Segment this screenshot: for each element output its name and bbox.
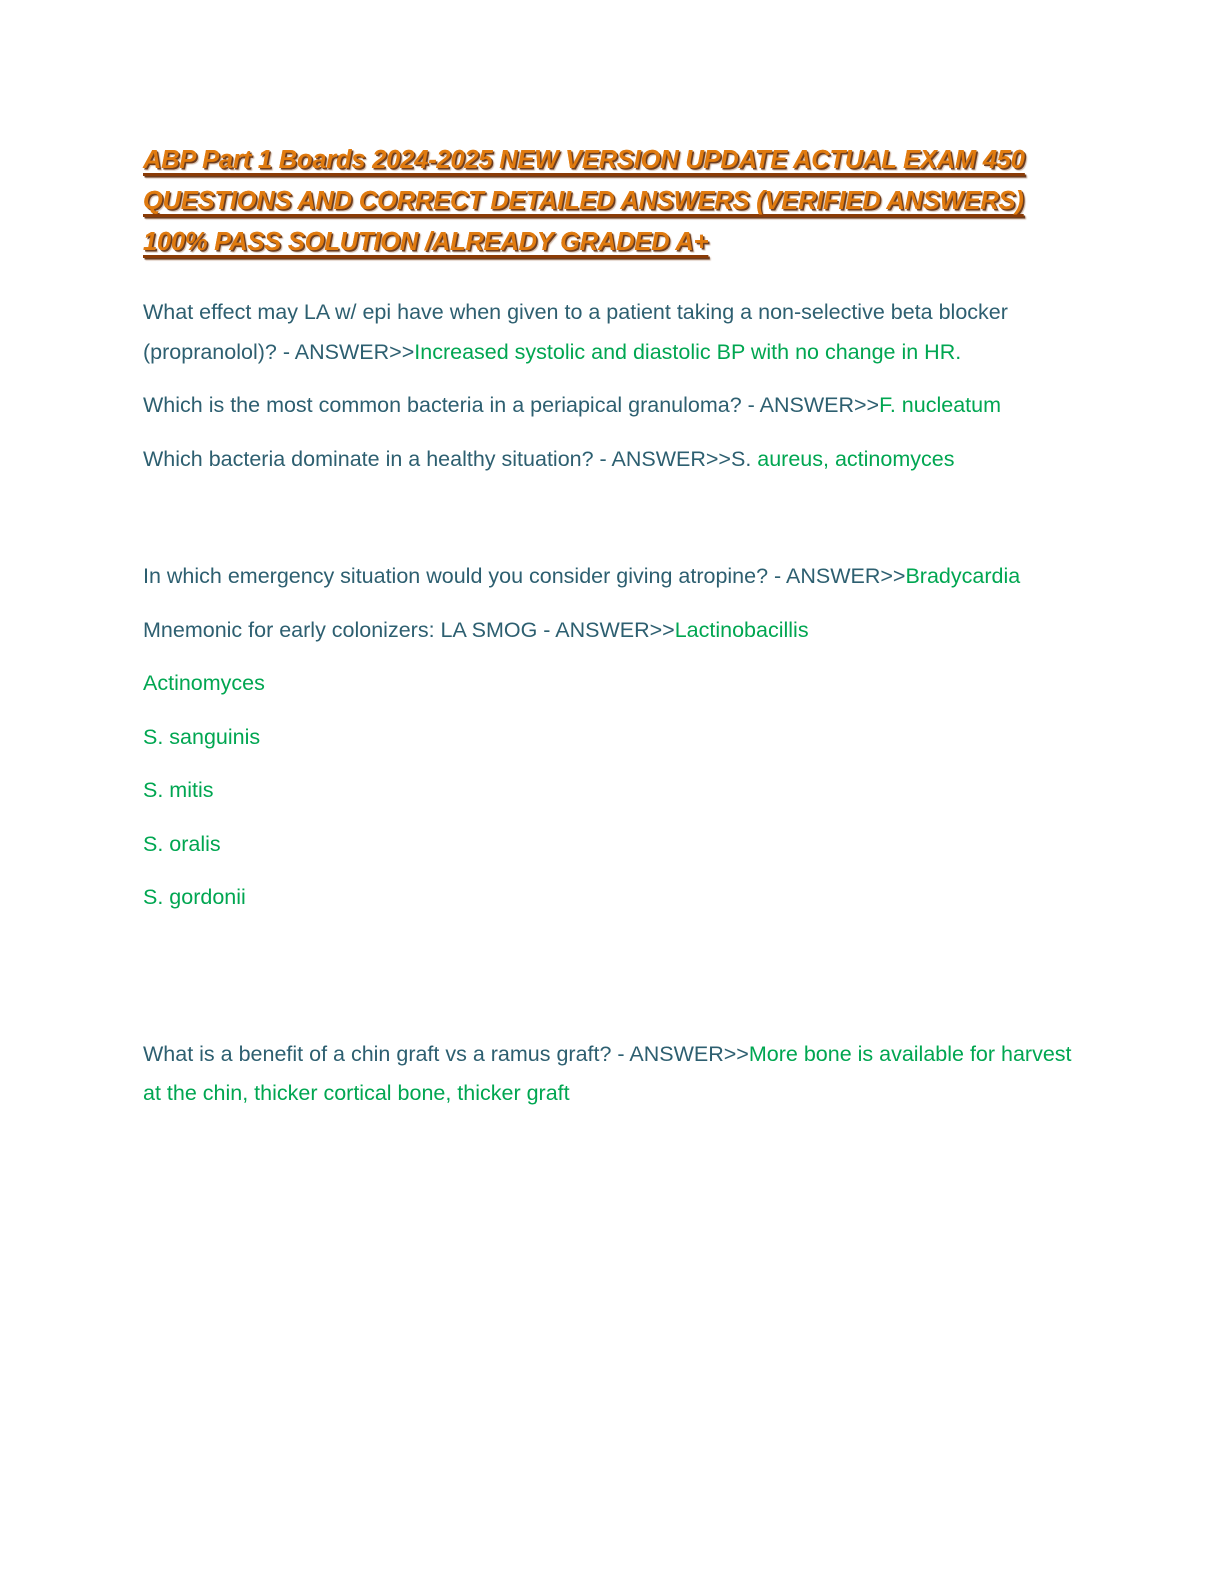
answer-separator-3: - ANSWER>>S. xyxy=(593,446,752,471)
list-item: S. oralis xyxy=(143,831,221,856)
blank-paragraph-block-1 xyxy=(143,479,1070,557)
answer-text-1: Increased systolic and diastolic BP with no change in HR. xyxy=(414,339,962,364)
paragraph-spacer xyxy=(143,864,1070,878)
paragraph-spacer xyxy=(143,597,1070,611)
answer-separator-6: - ANSWER>> xyxy=(611,1041,749,1066)
qa-entry-6 xyxy=(143,1035,1073,1114)
list-item: S. mitis xyxy=(143,778,214,802)
qa-entry-4 xyxy=(143,557,1073,597)
question-text-2: Which is the most common bacteria in a periapical granuloma? xyxy=(143,393,742,417)
paragraph-spacer xyxy=(143,811,1070,825)
answer-separator-2: - ANSWER>> xyxy=(741,393,880,417)
answer-text-3: aureus, actinomyces xyxy=(751,446,955,471)
qa-entry-3 xyxy=(143,440,1073,480)
list-item: Actinomyces xyxy=(143,671,265,695)
question-text-1: What effect may LA w/ epi have when given to a patient taking a non-selective beta blocker (propranolol)? xyxy=(143,300,1008,364)
answer-text-4: Bradycardia xyxy=(905,564,1021,588)
answer-text-6: More bone is available for harvest at the chin, thicker cortical bone, thicker graft xyxy=(143,1041,1072,1105)
answer-separator-5: - ANSWER>> xyxy=(537,617,675,642)
qa-entry-5 xyxy=(143,611,1073,651)
list-item: S. sanguinis xyxy=(143,724,261,749)
answer-text-5: Lactinobacillis xyxy=(674,617,809,642)
paragraph-spacer xyxy=(143,704,1070,718)
question-text-4: In which emergency situation would you consider giving atropine? xyxy=(143,564,769,588)
blank-paragraph-block-2 xyxy=(143,918,1070,1035)
qa-entry-2 xyxy=(143,386,1073,426)
list-item: S. gordonii xyxy=(143,885,246,909)
question-text-3: Which bacteria dominate in a healthy situation? xyxy=(143,446,594,471)
paragraph-spacer xyxy=(143,372,1070,386)
paragraph-spacer xyxy=(143,650,1070,664)
question-text-6: What is a benefit of a chin graft vs a ramus graft? xyxy=(143,1041,612,1066)
paragraph-spacer xyxy=(143,757,1070,771)
answer-separator-4: - ANSWER>> xyxy=(768,564,906,588)
question-text-5: Mnemonic for early colonizers: LA SMOG xyxy=(143,617,538,642)
page-title: ABP Part 1 Boards 2024-2025 NEW VERSION UPDATE ACTUAL EXAM 450 QUESTIONS AND CORRECT DETAILED ANSWERS (VERIFIED ANSWERS) 100% PASS SOLUTION /ALREADY GRADED A+ xyxy=(143,140,1073,265)
title-body-spacer xyxy=(143,265,1070,293)
paragraph-spacer xyxy=(143,426,1070,440)
qa-entry-1 xyxy=(143,293,1073,372)
answer-separator-1: - ANSWER>> xyxy=(276,339,415,364)
answer-text-2: F. nucleatum xyxy=(879,393,1002,417)
